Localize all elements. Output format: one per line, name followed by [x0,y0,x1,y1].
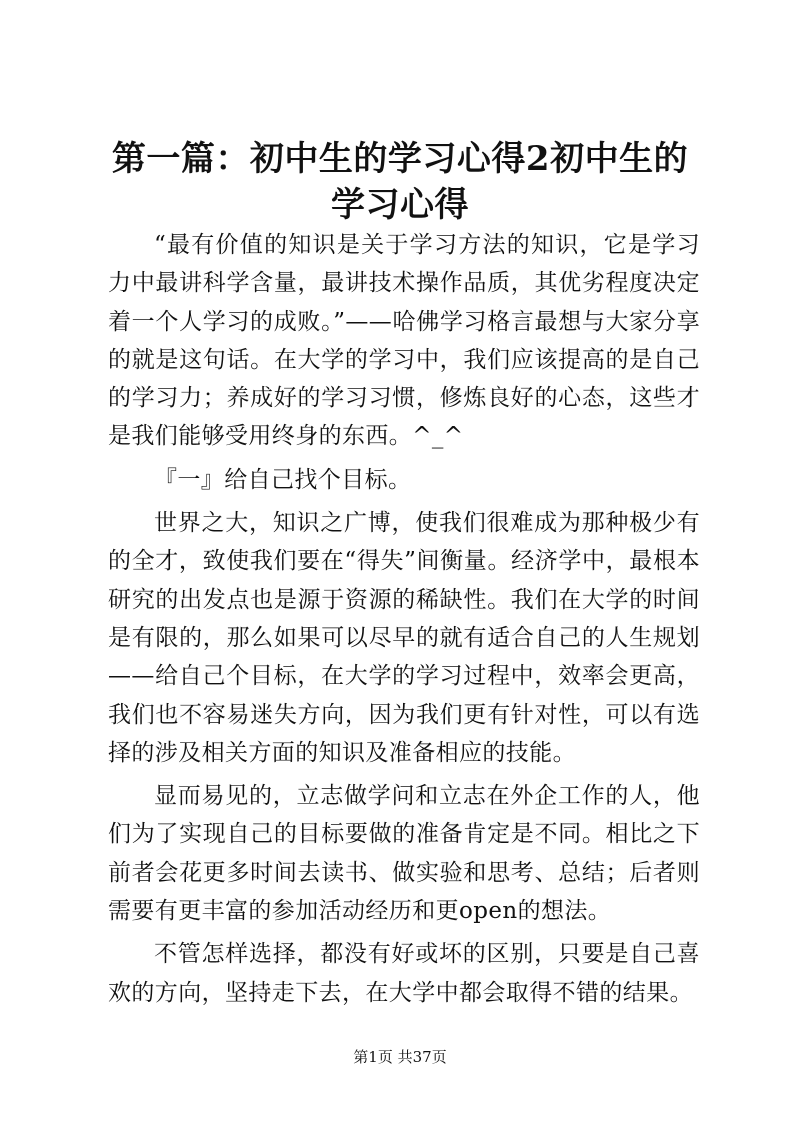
page-number-footer: 第1页 共37页 [353,1048,447,1066]
paragraph-world-knowledge: 世界之大，知识之广博，使我们很难成为那种极少有的全才，致使我们要在“得失”间衡量。经济学中，最根本研究的出发点也是源于资源的稀缺性。我们在大学的时间是有限的，那么如果可以尽早的就有适合自己的人生规划——给自己个目标，在大学的学习过程中，效率会更高，我们也不容易迷失方向，因为我们更有针对性，可以有选择的涉及相关方面的知识及准备相应的技能。 [108,510,700,766]
document-body [108,226,700,1017]
paragraph-conclusion: 不管怎样选择，都没有好或坏的区别，只要是自己喜欢的方向，坚持走下去，在大学中都会取得不错的结果。 [108,941,700,1006]
paragraph-career-choices: 显而易见的，立志做学问和立志在外企工作的人，他们为了实现自己的目标要做的准备肯定是不同。相比之下前者会花更多时间去读书、做实验和思考、总结；后者则需要有更丰富的参加活动经历和更open的想法。 [108,783,700,925]
paragraph-heading-goal: 『一』给自己找个目标。 [154,466,412,493]
paragraph-intro: “最有价值的知识是关于学习方法的知识，它是学习力中最讲科学含量，最讲技术操作品质，其优劣程度决定着一个人学习的成败。”——哈佛学习格言最想与大家分享的就是这句话。在大学的学习中，我们应该提高的是自己的学习力；养成好的学习习惯，修炼良好的心态，这些才是我们能够受用终身的东西。^_^ [108,232,700,450]
document-title: 第一篇：初中生的学习心得2初中生的学习心得 [111,139,689,225]
